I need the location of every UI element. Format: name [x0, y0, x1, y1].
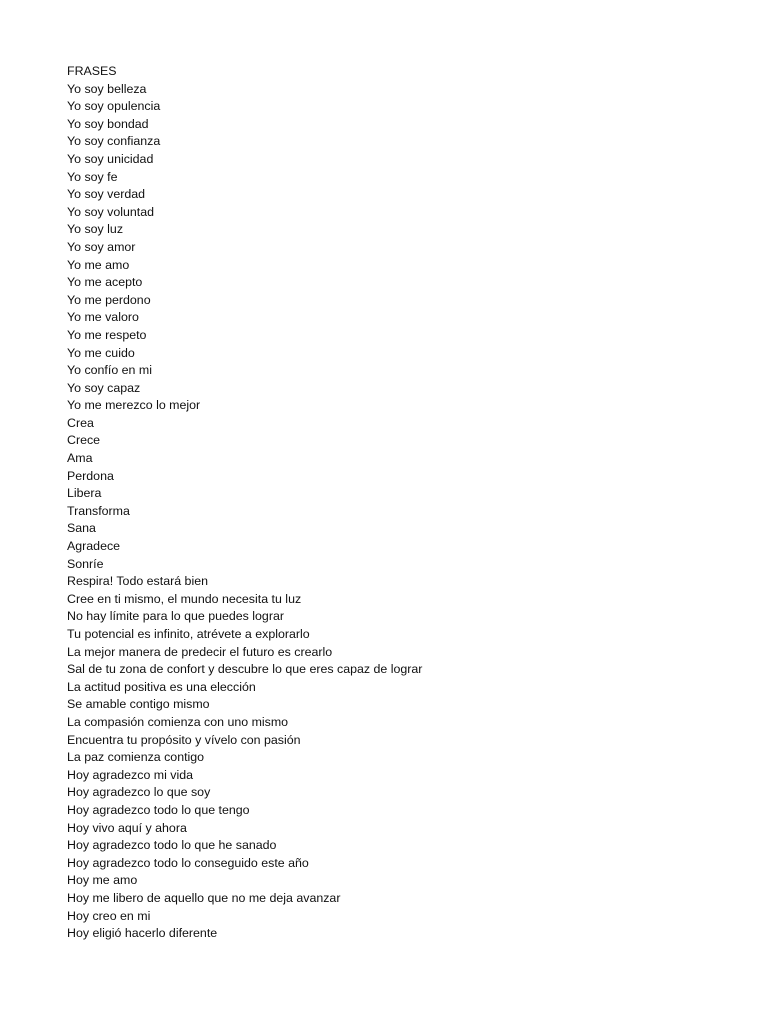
- phrase-line: Sonríe: [67, 556, 104, 571]
- phrase-line: La mejor manera de predecir el futuro es crearlo: [67, 644, 333, 659]
- phrase-line: Hoy agradezco todo lo que he sanado: [67, 838, 277, 853]
- phrase-line: Yo soy confianza: [67, 134, 161, 149]
- phrase-line: Yo soy opulencia: [67, 99, 161, 114]
- phrase-line: Yo confío en mi: [67, 363, 152, 378]
- phrase-line: Crece: [67, 433, 101, 448]
- phrase-line: Yo soy amor: [67, 239, 136, 254]
- phrase-line: Tu potencial es infinito, atrévete a explorarlo: [67, 627, 310, 641]
- phrase-line: Yo me merezco lo mejor: [67, 398, 201, 413]
- phrase-line: Agradece: [67, 539, 121, 554]
- phrase-line: Yo me respeto: [67, 327, 147, 342]
- phrase-line: Ama: [67, 451, 93, 466]
- phrase-line: Yo soy luz: [67, 222, 124, 237]
- phrase-line: Yo soy bondad: [67, 116, 149, 131]
- phrase-line: Encuentra tu propósito y vívelo con pasión: [67, 732, 301, 747]
- phrase-line: Se amable contigo mismo: [67, 697, 210, 712]
- phrase-line: Yo soy capaz: [67, 380, 141, 395]
- phrase-line: Yo me acepto: [67, 275, 143, 290]
- phrase-line: Yo me perdono: [67, 292, 151, 307]
- document-heading: FRASES: [67, 64, 117, 78]
- phrase-line: La paz comienza contigo: [67, 750, 205, 765]
- phrase-line: Hoy me amo: [67, 873, 138, 888]
- phrase-line: La actitud positiva es una elección: [67, 679, 256, 694]
- phrase-line: Transforma: [67, 503, 130, 518]
- phrase-line: Respira! Todo estará bien: [67, 574, 208, 589]
- phrase-line: Hoy me libero de aquello que no me deja avanzar: [67, 890, 341, 905]
- phrase-line: Hoy agradezco lo que soy: [67, 785, 211, 800]
- phrase-line: Yo me cuido: [67, 345, 135, 360]
- phrase-line: Sal de tu zona de confort y descubre lo que eres capaz de lograr: [67, 662, 423, 677]
- phrase-line: No hay límite para lo que puedes lograr: [67, 609, 284, 624]
- phrase-line: Yo me valoro: [67, 310, 139, 325]
- phrase-line: Hoy agradezco todo lo conseguido este año: [67, 855, 309, 870]
- phrase-list: [67, 63, 422, 943]
- phrase-line: Hoy agradezco mi vida: [67, 767, 194, 782]
- phrase-line: Hoy eligió hacerlo diferente: [67, 926, 218, 941]
- phrase-line: Yo soy belleza: [67, 81, 147, 96]
- phrase-line: Libera: [67, 486, 102, 501]
- phrase-line: Yo soy voluntad: [67, 204, 155, 219]
- phrase-line: Yo soy unicidad: [67, 151, 154, 166]
- phrase-line: Yo soy verdad: [67, 187, 146, 202]
- phrase-line: Hoy agradezco todo lo que tengo: [67, 802, 250, 817]
- phrase-line: Cree en ti mismo, el mundo necesita tu luz: [67, 591, 302, 606]
- phrase-line: Yo soy fe: [67, 169, 118, 184]
- phrase-line: Sana: [67, 521, 96, 536]
- phrase-line: Hoy vivo aquí y ahora: [67, 820, 187, 835]
- phrase-line: Crea: [67, 415, 94, 430]
- phrase-line: Hoy creo en mi: [67, 908, 151, 923]
- phrase-line: La compasión comienza con uno mismo: [67, 714, 289, 729]
- phrase-line: Yo me amo: [67, 257, 130, 272]
- phrase-line: Perdona: [67, 468, 114, 483]
